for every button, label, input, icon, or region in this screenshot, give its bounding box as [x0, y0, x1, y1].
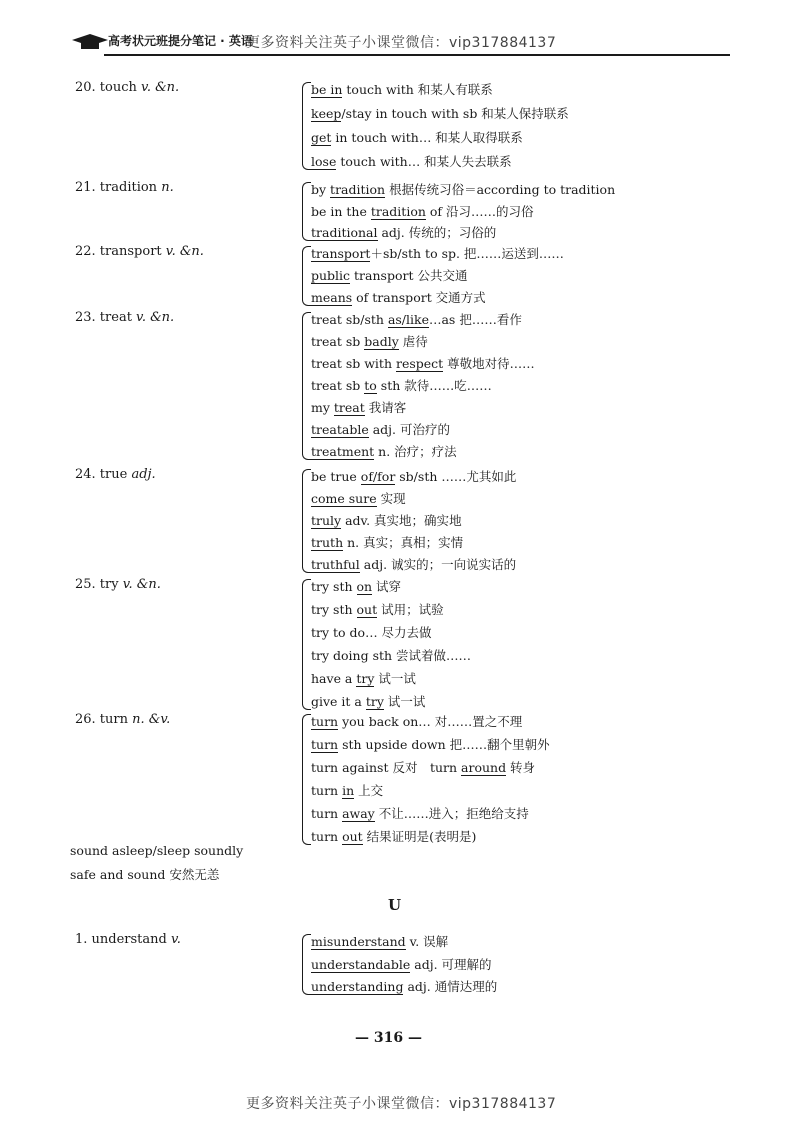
phrase-line: treat sb/sth as/like…as 把……看作: [311, 312, 522, 327]
phrase-line: understandable adj. 可理解的: [311, 956, 492, 972]
bracket: [302, 714, 311, 845]
phrase-line: treatable adj. 可治疗的: [311, 422, 450, 437]
phrase-line: treat sb to sth 款待……吃……: [311, 378, 492, 393]
phrase-line: lose touch with… 和某人失去联系: [311, 154, 512, 169]
phrase-line: turn away 不让……进入；拒绝给支持: [311, 806, 529, 821]
bracket: [302, 182, 311, 241]
phrase-line: try sth on 试穿: [311, 579, 402, 594]
phrase-line: turn against 反对 turn around 转身: [311, 760, 536, 775]
graduation-cap-icon: [70, 32, 110, 52]
entry-headword: 22. transport v. &n.: [75, 244, 204, 259]
watermark-top: 更多资料关注英子小课堂微信：vip317884137: [246, 35, 557, 51]
header-divider: [104, 54, 730, 56]
page-number: — 316 —: [355, 1030, 422, 1046]
phrase-line: be in touch with 和某人有联系: [311, 82, 493, 97]
phrase-line: public transport 公共交通: [311, 268, 468, 283]
phrase-line: try to do… 尽力去做: [311, 625, 432, 640]
bracket: [302, 246, 311, 306]
bracket: [302, 934, 311, 995]
phrase-line: understanding adj. 通情达理的: [311, 979, 498, 994]
phrase-line: turn you back on… 对……置之不理: [311, 714, 523, 729]
phrase-line: keep/stay in touch with sb 和某人保持联系: [311, 106, 569, 121]
phrase-line: means of transport 交通方式: [311, 290, 486, 305]
entry-headword: 1. understand v.: [75, 932, 181, 947]
bracket: [302, 82, 311, 170]
watermark-bottom: 更多资料关注英子小课堂微信：vip317884137: [246, 1096, 557, 1112]
phrase-line: transport＋sb/sth to sp. 把……运送到……: [311, 246, 564, 261]
bracket: [302, 579, 311, 710]
entry-headword: 21. tradition n.: [75, 180, 174, 195]
entry-headword: 20. touch v. &n.: [75, 80, 180, 95]
phrase-line: turn out 结果证明是(表明是): [311, 829, 477, 844]
phrase-line: be true of/for sb/sth ……尤其如此: [311, 469, 517, 484]
phrase-line: truly adv. 真实地；确实地: [311, 513, 462, 528]
phrase-line: get in touch with… 和某人取得联系: [311, 130, 523, 145]
section-letter: U: [388, 896, 402, 914]
phrase-line: treatment n. 治疗；疗法: [311, 444, 457, 459]
phrase-line: treat sb badly 虐待: [311, 334, 428, 349]
phrase-line: turn sth upside down 把……翻个里朝外: [311, 737, 550, 752]
entry-headword: 23. treat v. &n.: [75, 310, 175, 325]
phrase-line: truthful adj. 诚实的；一向说实话的: [311, 557, 517, 572]
phrase-line: misunderstand v. 误解: [311, 934, 449, 949]
phrase-line: have a try 试一试: [311, 671, 416, 686]
phrase-line: safe and sound 安然无恙: [70, 867, 220, 882]
phrase-line: treat sb with respect 尊敬地对待……: [311, 356, 535, 371]
phrase-line: try doing sth 尝试着做……: [311, 648, 472, 663]
book-title: 高考状元班提分笔记 · 英语: [108, 34, 253, 48]
phrase-line: by tradition 根据传统习俗＝according to tradition: [311, 182, 616, 197]
entry-headword: 26. turn n. &v.: [75, 712, 171, 727]
phrase-line: be in the tradition of 沿习……的习俗: [311, 203, 534, 219]
bracket: [302, 312, 311, 460]
entry-headword: 24. true adj.: [75, 467, 156, 482]
phrase-line: give it a try 试一试: [311, 694, 426, 709]
entry-headword: 25. try v. &n.: [75, 577, 161, 592]
bracket: [302, 469, 311, 573]
phrase-line: truth n. 真实；真相；实情: [311, 535, 464, 550]
phrase-line: sound asleep/sleep soundly: [70, 843, 244, 858]
phrase-line: my treat 我请客: [311, 400, 407, 415]
phrase-line: try sth out 试用；试验: [311, 602, 444, 617]
phrase-line: come sure 实现: [311, 491, 406, 506]
phrase-line: turn in 上交: [311, 783, 384, 798]
phrase-line: traditional adj. 传统的；习俗的: [311, 225, 497, 240]
